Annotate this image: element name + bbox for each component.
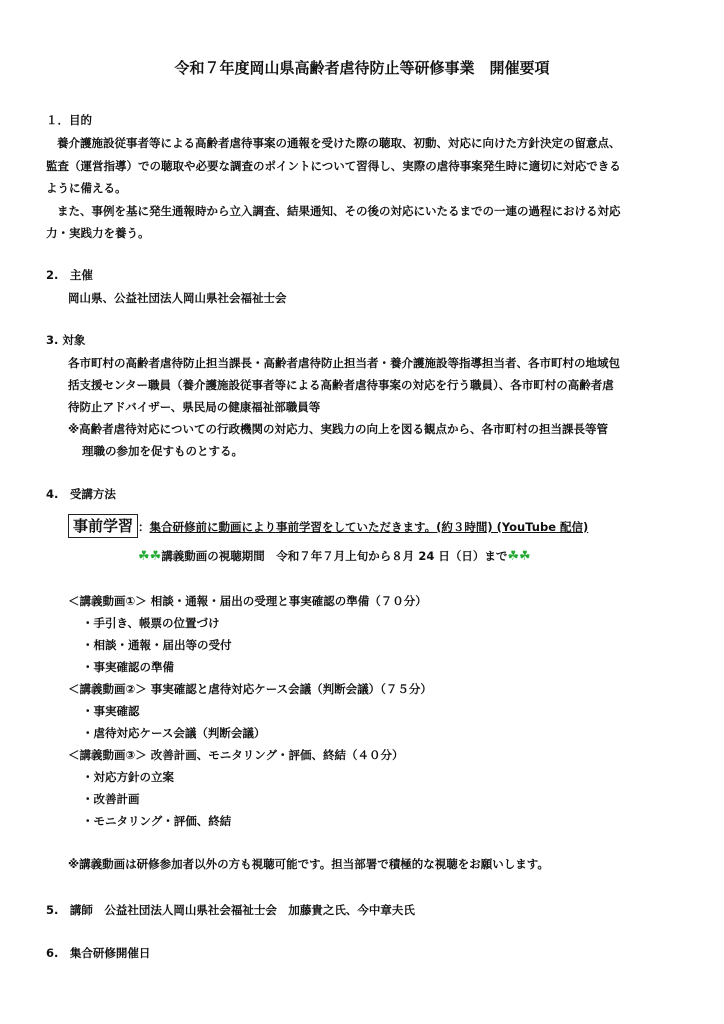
section-3-note-line2: 理職の参加を促すものとする。 xyxy=(82,444,243,458)
video-1-item-3: ・事実確認の準備 xyxy=(82,660,174,674)
section-1-para2-line2: 力・実践力を養う。 xyxy=(46,226,150,240)
pre-study-colon: ： xyxy=(138,520,150,534)
section-3-line1: 各市町村の高齢者虐待防止担当課長・高齢者虐待防止担当者・養介護施設等指導担当者、各市町村の地域包 xyxy=(68,356,620,370)
page-title: 令和７年度岡山県高齢者虐待防止等研修事業 開催要項 xyxy=(174,59,550,77)
pre-study-description: 集合研修前に動画により事前学習をしていただきます。(約３時間) (YouTube 配信) xyxy=(149,520,589,534)
pre-study-box-label: 事前学習 xyxy=(68,514,138,538)
section-4-heading: 4. 受講方法 xyxy=(46,487,116,501)
video-2-item-2: ・虐待対応ケース会議（判断会議） xyxy=(82,726,266,740)
video-viewing-note: ※講義動画は研修参加者以外の方も視聴可能です。担当部署で積極的な視聴をお願いします。 xyxy=(68,857,549,871)
video-3-item-1: ・対応方針の立案 xyxy=(82,770,174,784)
section-3-line3: 待防止アドバイザー、県民局の健康福祉部職員等 xyxy=(68,400,321,414)
section-5-lecturer: 5. 講師 公益社団法人岡山県社会福祉士会 加藤貴之氏、今中章夫氏 xyxy=(46,903,415,917)
section-1-para2-line1: また、事例を基に発生通報時から立入調査、結果通知、その後の対応にいたるまでの一連の過程における対応 xyxy=(57,204,621,218)
video-3-item-3: ・モニタリング・評価、終結 xyxy=(82,814,232,828)
video-1-item-1: ・手引き、帳票の位置づけ xyxy=(82,616,220,630)
video-2-item-1: ・事実確認 xyxy=(82,704,140,718)
section-3-note-line1: ※高齢者虐待対応についての行政機関の対応力、実践力の向上を図る観点から、各市町村の担当課長等管 xyxy=(68,422,608,436)
section-1-heading: １．目的 xyxy=(46,113,92,127)
video-2-title: ＜講義動画②＞ 事実確認と虐待対応ケース会議（判断会議）（７５分） xyxy=(68,682,432,696)
viewing-period-text: 講義動画の視聴期間 令和７年７月上旬から８月 24 日（日）まで xyxy=(161,549,508,563)
video-1-item-2: ・相談・通報・届出等の受付 xyxy=(82,638,232,652)
section-2-body: 岡山県、公益社団法人岡山県社会福祉士会 xyxy=(68,291,287,305)
section-1-para1-line1: 養介護施設従事者等による高齢者虐待事案の通報を受けた際の聴取、初動、対応に向けた方針決定の留意点、 xyxy=(57,136,621,150)
section-3-line2: 括支援センター職員（養介護施設従事者等による高齢者虐待事案の対応を行う職員）、各市町村の高齢者虐 xyxy=(68,378,614,392)
section-6-heading: 6. 集合研修開催日 xyxy=(46,946,151,960)
section-2-heading: 2. 主催 xyxy=(46,268,93,282)
clover-icon-right: ☘☘ xyxy=(507,549,531,564)
video-3-item-2: ・改善計画 xyxy=(82,792,140,806)
section-3-heading: 3. 対象 xyxy=(46,333,86,347)
section-1-para1-line2: 監査（運営指導）での聴取や必要な調査のポイントについて習得し、実際の虐待事案発生時に適切に対応できる xyxy=(46,159,621,173)
pre-study-row xyxy=(68,514,588,538)
video-1-title: ＜講義動画①＞ 相談・通報・届出の受理と事実確認の準備（７０分） xyxy=(68,594,427,608)
video-3-title: ＜講義動画③＞ 改善計画、モニタリング・評価、終結（４０分） xyxy=(68,748,404,762)
clover-icon-left: ☘☘ xyxy=(138,549,162,564)
viewing-period-row xyxy=(138,549,531,564)
section-1-para1-line3: ように備える。 xyxy=(46,181,127,195)
